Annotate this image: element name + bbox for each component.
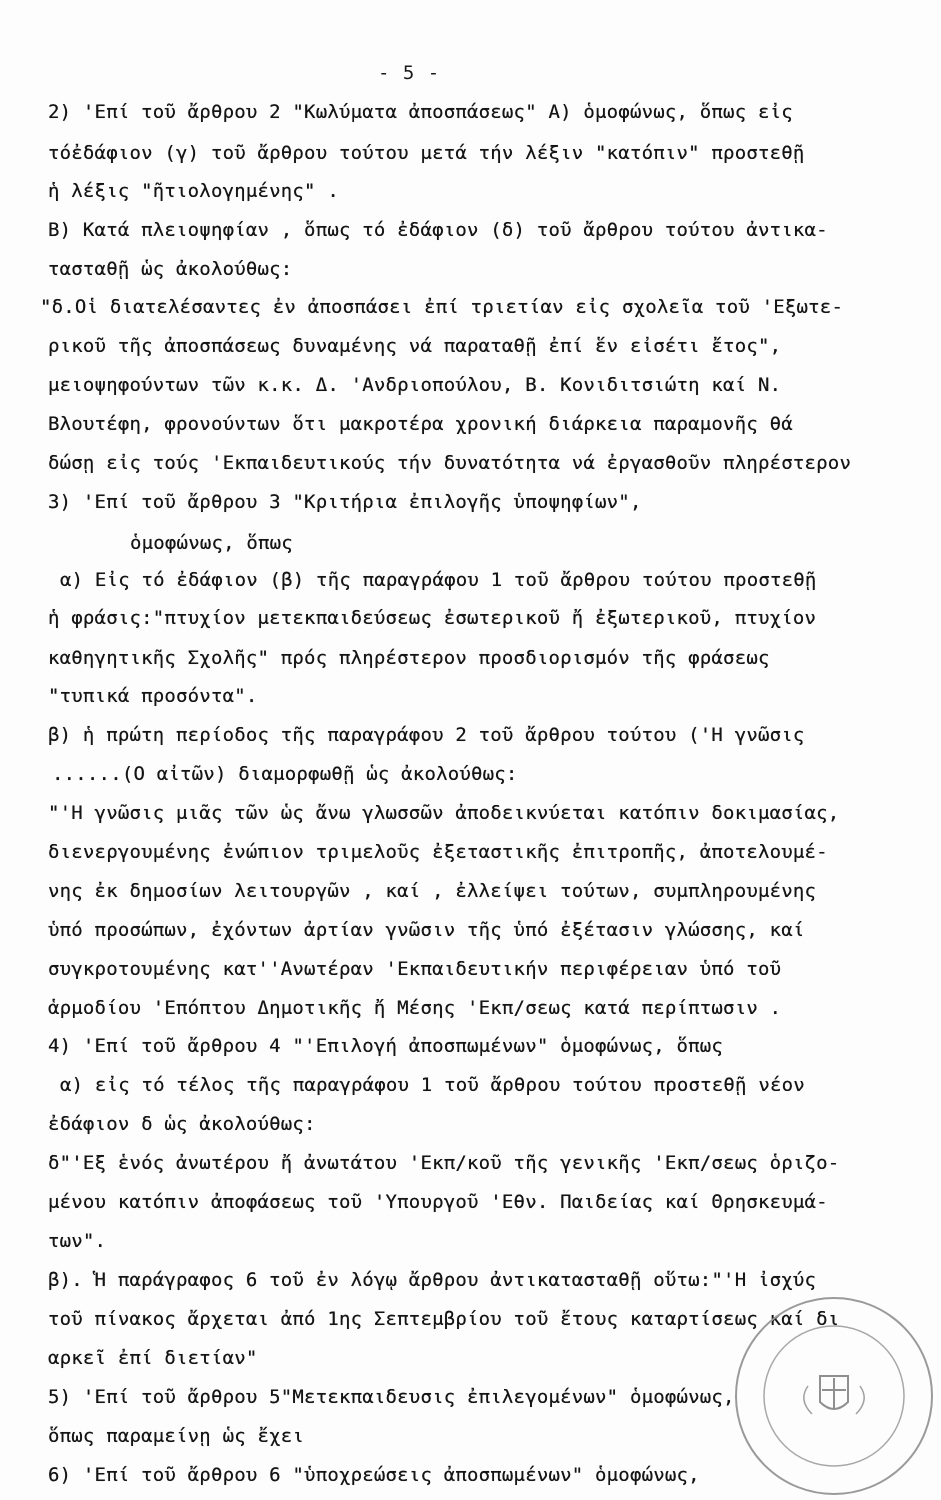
- text-line: ὑπό προσώπων, ἐχόντων ἀρτίαν γνῶσιν τῆς ὑπό ἐξέτασιν γλώσσης, καί: [48, 919, 805, 941]
- text-line: β) ἡ πρώτη περίοδος τῆς παραγράφου 2 τοῦ ἄρθρου τούτου ('Η γνῶσις: [48, 724, 805, 746]
- text-line: Β) Κατά πλειοψηφίαν , ὅπως τό ἐδάφιον (δ) τοῦ ἄρθρου τούτου ἀντικα-: [48, 219, 828, 241]
- text-line: 6) 'Επί τοῦ ἄρθρου 6 "ὑποχρεώσεις ἀποσπωμένων" ὁμοφώνως,: [48, 1464, 700, 1486]
- text-line: 3) 'Επί τοῦ ἄρθρου 3 "Κριτήρια ἐπιλογῆς ὑποψηφίων",: [48, 491, 642, 513]
- text-line: "'Η γνῶσις μιᾶς τῶν ὡς ἄνω γλωσσῶν ἀποδεικνύεται κατόπιν δοκιμασίας,: [48, 802, 840, 824]
- official-seal-stamp: [728, 1290, 940, 1500]
- text-line: αρκεῖ ἐπί διετίαν": [48, 1347, 258, 1369]
- text-line: α) Εἰς τό ἐδάφιον (β) τῆς παραγράφου 1 τοῦ ἄρθρου τούτου προστεθῇ: [60, 569, 817, 591]
- text-line: μειοψηφούντων τῶν κ.κ. Δ. 'Ανδριοπούλου, Β. Κονιδιτσιώτη καί Ν.: [48, 374, 782, 396]
- text-line: συγκροτουμένης κατ''Ανωτέραν 'Εκπαιδευτικήν περιφέρειαν ὑπό τοῦ: [48, 958, 782, 980]
- text-line: β). Ἡ παράγραφος 6 τοῦ ἐν λόγῳ ἄρθρου ἀντικατασταθῇ οὕτω:"'Η ἰσχύς: [48, 1269, 817, 1291]
- text-line: ἡ λέξις "ῆτιολογημένης" .: [48, 180, 339, 202]
- text-line: "δ.Οἱ διατελέσαντες ἐν ἀποσπάσει ἐπί τριετίαν εἰς σχολεῖα τοῦ 'Εξωτε-: [40, 296, 844, 318]
- text-line: α) εἰς τό τέλος τῆς παραγράφου 1 τοῦ ἄρθρου τούτου προστεθῇ νέον: [60, 1074, 805, 1096]
- text-line: ρικοῦ τῆς ἀποσπάσεως δυναμένης νά παραταθῇ ἐπί ἕν εἰσέτι ἔτος",: [48, 335, 782, 357]
- text-line: ἡ φράσις:"πτυχίον μετεκπαιδεύσεως ἐσωτερικοῦ ἤ ἐξωτερικοῦ, πτυχίον: [48, 607, 817, 629]
- text-line: ἐδάφιον δ ὡς ἀκολούθως:: [48, 1113, 316, 1135]
- text-line: 2) 'Επί τοῦ ἄρθρου 2 "Κωλύματα ἀποσπάσεως" Α) ὁμοφώνως, ὅπως εἰς: [48, 101, 793, 123]
- text-line: μένου κατόπιν ἀποφάσεως τοῦ 'Υπουργοῦ 'Εθν. Παιδείας καί Θρησκευμά-: [48, 1191, 828, 1213]
- text-line: 5) 'Επί τοῦ ἄρθρου 5"Μετεκπαιδευσις ἐπιλεγομένων" ὁμοφώνως,: [48, 1386, 735, 1408]
- text-line: 4) 'Επί τοῦ ἄρθρου 4 "'Επιλογή ἀποσπωμένων" ὁμοφώνως, ὅπως: [48, 1035, 724, 1057]
- text-line: ......(Ο αἰτῶν) διαμορφωθῇ ὡς ἀκολούθως:: [52, 763, 518, 785]
- text-line: τοῦ πίνακος ἄρχεται ἀπό 1ης Σεπτεμβρίου τοῦ ἔτους καταρτίσεως καί δι: [48, 1308, 840, 1330]
- text-line: ἁρμοδίου 'Επόπτου Δημοτικῆς ἤ Μέσης 'Εκπ/σεως κατά περίπτωσιν .: [48, 997, 782, 1019]
- text-line: καθηγητικῆς Σχολῆς" πρός πληρέστερον προσδιορισμόν τῆς φράσεως: [48, 647, 770, 669]
- coat-of-arms-icon: [804, 1376, 864, 1414]
- text-line: ὁμοφώνως, ὅπως: [130, 532, 293, 554]
- text-line: τασταθῇ ὡς ἀκολούθως:: [48, 258, 293, 280]
- text-line: τόἐδάφιον (γ) τοῦ ἄρθρου τούτου μετά τήν λέξιν "κατόπιν" προστεθῇ: [48, 142, 805, 164]
- text-line: των".: [48, 1230, 107, 1252]
- text-line: Βλουτέφη, φρονούντων ὅτι μακροτέρα χρονική διάρκεια παραμονῆς θά: [48, 413, 793, 435]
- text-line: ὅπως παραμείνῃ ὡς ἔχει: [48, 1425, 305, 1447]
- text-line: διενεργουμένης ἐνώπιον τριμελοῦς ἐξεταστικῆς ἐπιτροπῆς, ἀποτελουμέ-: [48, 841, 828, 863]
- text-line: "τυπικά προσόντα".: [48, 685, 258, 707]
- text-line: νης ἐκ δημοσίων λειτουργῶν , καί , ἐλλείψει τούτων, συμπληρουμένης: [48, 880, 817, 902]
- text-line: δ"'Εξ ἑνός ἀνωτέρου ἤ ἀνωτάτου 'Εκπ/κοῦ τῆς γενικῆς 'Εκπ/σεως ὁριζο-: [48, 1152, 840, 1174]
- page-number: - 5 -: [378, 62, 441, 84]
- text-line: δώσῃ εἰς τούς 'Εκπαιδευτικούς τήν δυνατότητα νά ἐργασθοῦν πληρέστερον: [48, 452, 852, 474]
